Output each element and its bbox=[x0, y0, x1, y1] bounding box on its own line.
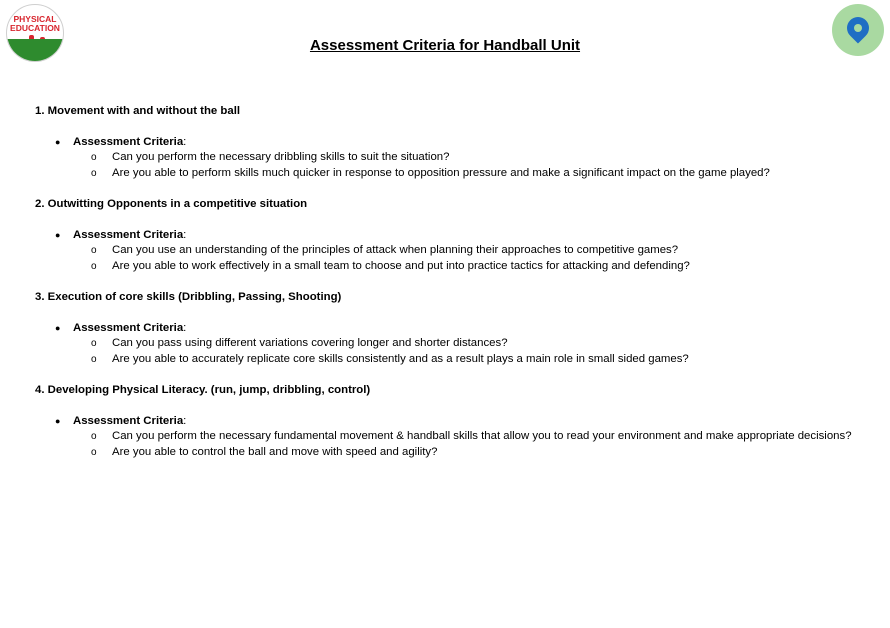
list-item-text: Can you use an understanding of the principles of attack when planning their approaches to competitive games? bbox=[112, 244, 679, 256]
criteria-content bbox=[35, 103, 865, 475]
criteria-list bbox=[35, 336, 865, 367]
criteria-row bbox=[35, 320, 865, 336]
criteria-colon: : bbox=[183, 136, 187, 148]
circle-bullet-icon: o bbox=[91, 167, 97, 179]
criteria-colon: : bbox=[183, 229, 187, 241]
list-item bbox=[35, 259, 865, 275]
criteria-row bbox=[35, 413, 865, 429]
section bbox=[35, 196, 865, 274]
criteria-label: Assessment Criteria bbox=[73, 136, 184, 148]
list-item bbox=[35, 445, 865, 461]
circle-bullet-icon: o bbox=[91, 245, 97, 256]
logo-text-line2: EDUCATION bbox=[10, 23, 60, 33]
bullet-icon: ● bbox=[55, 323, 61, 333]
list-item-text: Are you able to accurately replicate core skills consistently and as a result plays a main role in small sided games? bbox=[112, 352, 689, 365]
criteria-list bbox=[35, 429, 865, 460]
section bbox=[35, 103, 865, 181]
criteria-colon: : bbox=[183, 415, 187, 427]
list-item bbox=[35, 352, 865, 368]
criteria-list bbox=[35, 243, 865, 274]
list-item-text: Can you perform the necessary fundamental movement & handball skills that allow you to read your environment and make appropriate decisions? bbox=[112, 430, 852, 442]
list-item bbox=[35, 336, 865, 352]
logo-text-line1: PHYSICAL bbox=[13, 14, 57, 24]
list-item-text: Are you able to work effectively in a small team to choose and put into practice tactics for attacking and defending? bbox=[112, 259, 690, 272]
bullet-icon: ● bbox=[55, 416, 61, 426]
criteria-row bbox=[35, 134, 865, 150]
list-item-text: Are you able to perform skills much quicker in response to opposition pressure and make a significant impact on the game played? bbox=[112, 166, 770, 179]
list-item bbox=[35, 429, 865, 445]
circle-bullet-icon: o bbox=[91, 338, 97, 349]
list-item-text: Can you perform the necessary dribbling skills to suit the situation? bbox=[112, 151, 450, 163]
criteria-list bbox=[35, 150, 865, 181]
criteria-label: Assessment Criteria bbox=[73, 229, 184, 241]
criteria-label: Assessment Criteria bbox=[73, 415, 184, 427]
section-heading: 1. Movement with and without the ball bbox=[35, 105, 241, 117]
circle-bullet-icon: o bbox=[91, 353, 97, 365]
section bbox=[35, 382, 865, 460]
criteria-label: Assessment Criteria bbox=[73, 322, 184, 334]
section bbox=[35, 289, 865, 367]
circle-bullet-icon: o bbox=[91, 152, 97, 163]
section-heading: 2. Outwitting Opponents in a competitive situation bbox=[35, 198, 308, 210]
page-title: Assessment Criteria for Handball Unit bbox=[309, 37, 581, 54]
bullet-icon: ● bbox=[55, 137, 61, 147]
circle-bullet-icon: o bbox=[91, 431, 97, 442]
criteria-row bbox=[35, 227, 865, 243]
list-item bbox=[35, 243, 865, 259]
list-item bbox=[35, 166, 865, 182]
section-heading: 4. Developing Physical Literacy. (run, jump, dribbling, control) bbox=[35, 384, 371, 396]
list-item bbox=[35, 150, 865, 166]
section-heading: 3. Execution of core skills (Dribbling, Passing, Shooting) bbox=[35, 291, 342, 303]
circle-bullet-icon: o bbox=[91, 446, 97, 458]
bullet-icon: ● bbox=[55, 230, 61, 240]
criteria-colon: : bbox=[183, 322, 187, 334]
list-item-text: Can you pass using different variations covering longer and shorter distances? bbox=[112, 337, 508, 349]
circle-bullet-icon: o bbox=[91, 260, 97, 272]
list-item-text: Are you able to control the ball and move with speed and agility? bbox=[112, 445, 438, 458]
